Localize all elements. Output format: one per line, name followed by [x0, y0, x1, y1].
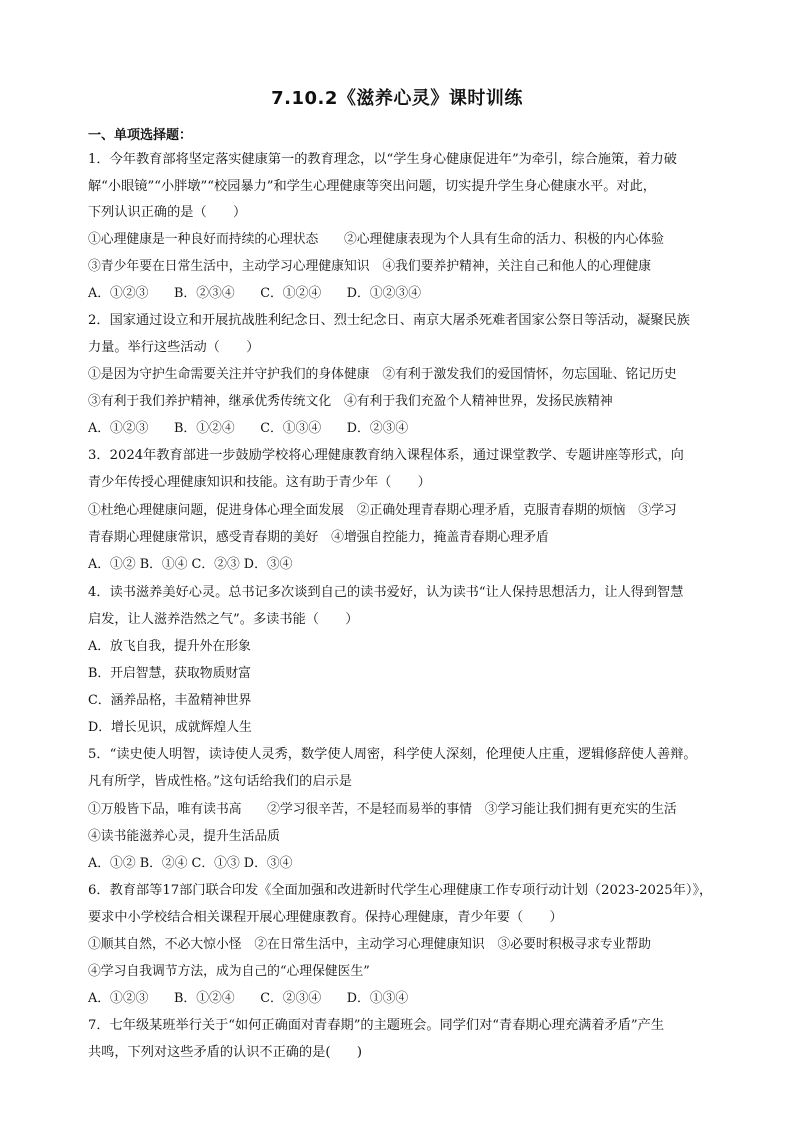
- q2-choices: A．①②③ B．①②④ C．①③④ D．②③④: [88, 421, 409, 436]
- q4-choice-a: A．放飞自我，提升外在形象: [88, 639, 251, 654]
- q7-stem-line-1: 7．七年级某班举行关于“如何正确面对青春期”的主题班会。同学们对“青春期心理充满着矛盾”产生: [88, 1018, 665, 1033]
- q1-stem-line-2: 解“小眼镜”“小胖墩”“校园暴力”和学生心理健康等突出问题，切实提升学生身心健康水平。对此，: [88, 179, 656, 194]
- q6-choices: A．①②③ B．①②④ C．②③④ D．①③④: [88, 991, 409, 1006]
- q6-statement-line-2: ④学习自我调节方法，成为自己的“心理保健医生”: [88, 964, 370, 979]
- q2-statement-line-1: ①是因为守护生命需要关注并守护我们的身体健康 ②有利于激发我们的爱国情怀，勿忘国耻、铭记历史: [88, 367, 677, 382]
- q6-statement-line-1: ①顺其自然，不必大惊小怪 ②在日常生活中，主动学习心理健康知识 ③必要时积极寻求专业帮助: [88, 937, 652, 952]
- q1-statement-line-1: ①心理健康是一种良好而持续的心理状态 ②心理健康表现为个人具有生命的活力、积极的内心体验: [88, 232, 664, 247]
- q3-stem-line-1: 3．2024年教育部进一步鼓励学校将心理健康教育纳入课程体系，通过课堂教学、专题讲座等形式，向: [88, 448, 684, 463]
- q4-choice-d: D．增长见识，成就辉煌人生: [88, 720, 252, 735]
- q1-stem-line-3: 下列认识正确的是（ ）: [88, 205, 247, 220]
- q5-statement-line-1: ①万般皆下品，唯有读书高 ②学习很辛苦，不是轻而易举的事情 ③学习能让我们拥有更充实的生活: [88, 802, 677, 817]
- q3-stem-line-2: 青少年传授心理健康知识和技能。这有助于青少年（ ）: [88, 475, 431, 490]
- q7-stem-line-2: 共鸣，下列对这些矛盾的认识不正确的是( ): [88, 1045, 363, 1060]
- document-title: 7.10.2《滋养心灵》课时训练: [271, 88, 523, 109]
- q4-choice-c: C．涵养品格，丰盈精神世界: [88, 693, 252, 708]
- q1-stem-line-1: 1．今年教育部将坚定落实健康第一的教育理念，以“学生身心健康促进年”为牵引，综合施策，着力破: [88, 152, 677, 167]
- q4-stem-line-2: 启发，让人滋养浩然之气”。多读书能（ ）: [88, 612, 359, 627]
- q5-stem-line-1: 5．“读史使人明智，读诗使人灵秀，数学使人周密，科学使人深刻，伦理使人庄重，逻辑修辞使人善辩。: [88, 747, 697, 762]
- q4-choice-b: B．开启智慧，获取物质财富: [88, 666, 251, 681]
- q6-stem-line-2: 要求中小学校结合相关课程开展心理健康教育。保持心理健康，青少年要（ ）: [88, 910, 563, 925]
- q5-statement-line-2: ④读书能滋养心灵，提升生活品质: [88, 829, 280, 844]
- q4-stem-line-1: 4．读书滋养美好心灵。总书记多次谈到自己的读书爱好，认为读书“让人保持思想活力，让人得到智慧: [88, 585, 684, 600]
- q1-statement-line-2: ③青少年要在日常生活中，主动学习心理健康知识 ④我们要养护精神，关注自己和他人的心理健康: [88, 259, 652, 274]
- q2-stem-line-1: 2．国家通过设立和开展抗战胜利纪念日、烈士纪念日、南京大屠杀死难者国家公祭日等活动，凝聚民族: [88, 313, 690, 328]
- q6-stem-line-1: 6．教育部等17部门联合印发《全面加强和改进新时代学生心理健康工作专项行动计划（2023-2025年）》，: [88, 883, 713, 898]
- q3-statement-line-1: ①杜绝心理健康问题，促进身体心理全面发展 ②正确处理青春期心理矛盾，克服青春期的烦恼 ③学习: [88, 503, 677, 518]
- q2-statement-line-2: ③有利于我们养护精神，继承优秀传统文化 ④有利于我们充盈个人精神世界，发扬民族精神: [88, 394, 613, 409]
- q1-choices: A．①②③ B．②③④ C．①②④ D．①②③④: [88, 286, 422, 301]
- q5-stem-line-2: 凡有所学，皆成性格。”这句话给我们的启示是: [88, 774, 352, 789]
- q3-statement-line-2: 青春期心理健康常识，感受青春期的美好 ④增强自控能力，掩盖青春期心理矛盾: [88, 530, 549, 545]
- section-heading: 一、单项选择题：: [88, 128, 193, 143]
- q5-choices: A．①② B．②④ C．①③ D．③④: [88, 856, 293, 871]
- q3-choices: A．①② B．①④ C．②③ D．③④: [88, 557, 293, 572]
- q2-stem-line-2: 力量。举行这些活动（ ）: [88, 340, 260, 355]
